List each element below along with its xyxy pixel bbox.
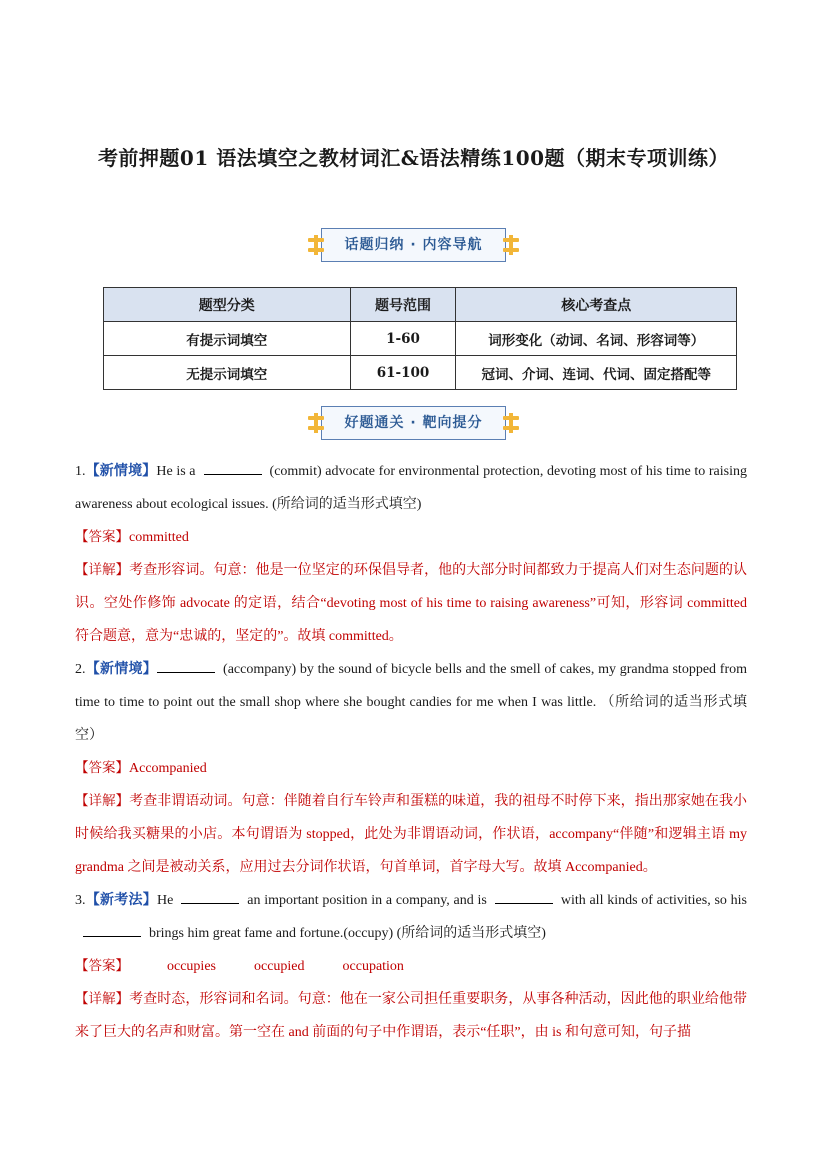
banner-decoration-icon [503,413,519,433]
table-row [104,356,737,390]
question-text: brings him great fame and fortune.(occupy) (所给词的适当形式填空) [149,926,546,941]
answer-value: committed [129,530,189,545]
answer-value: Accompanied [129,761,207,776]
question-tag: 【新情境】 [85,661,158,677]
section-banner-practice [0,406,827,440]
question-text: (accompany) by the sound of bicycle bells and the smell of cakes, my grandma stopped from time to time to point out the small shop where she bought candies for me when I was little. （所给词的适当形式填空） [75,662,748,743]
table-cell: 1-60 [350,322,456,356]
detail-paragraph [75,785,747,884]
answer-blank [181,889,239,904]
table-cell: 冠词、介词、连词、代词、固定搭配等 [456,356,737,390]
section-banner-navigation [0,228,827,262]
question-number: 1. [75,464,86,479]
topic-summary-table [103,287,737,390]
detail-paragraph [75,983,747,1049]
question-number: 2. [75,662,86,677]
table-cell: 61-100 [350,356,456,390]
table-cell: 无提示词填空 [104,356,351,390]
page-title: 考前押题01 语法填空之教材词汇&语法精练100题（期末专项训练） [97,146,730,170]
banner-decoration-icon [503,235,519,255]
detail-text: 考查时态，形容词和名词。句意：他在一家公司担任重要职务，从事各种活动，因此他的职业给他带来了巨大的名声和财富。第一空在 and 前面的句子中作谓语，表示“任职”，由 is 和句意可知，句子描 [75,992,747,1040]
answer-line [75,752,747,785]
table-row [104,322,737,356]
answer-line [75,950,747,983]
detail-label: 【详解】 [75,562,130,578]
question-text: (commit) advocate for environmental protection, devoting most of his time to raising awareness about ecological issues. (所给词的适当形式填空) [75,464,747,512]
question-2 [75,653,747,752]
table-header: 核心考查点 [456,288,737,322]
answer-line [75,521,747,554]
banner-label: 话题归纳 · 内容导航 [344,237,483,253]
banner-decoration-icon [308,235,324,255]
banner-label: 好题通关 · 靶向提分 [344,415,483,431]
question-tag: 【新情境】 [85,463,157,479]
question-text: an important position in a company, and is [247,893,487,908]
question-3 [75,884,747,950]
question-number: 3. [75,893,86,908]
answer-value: occupied [253,959,305,974]
answer-blank [83,922,141,937]
answer-value: occupies [167,959,216,974]
detail-label: 【详解】 [75,793,130,809]
table-cell: 词形变化（动词、名词、形容词等） [456,322,737,356]
answer-label: 【答案】 [75,760,129,776]
answer-label: 【答案】 [75,529,129,545]
question-text: He is a [156,464,196,479]
banner-decoration-icon [308,413,324,433]
questions-section [75,455,747,1049]
answer-blank [204,460,262,475]
table-header-row [104,288,737,322]
detail-text: 考查非谓语动词。句意：伴随着自行车铃声和蛋糕的味道，我的祖母不时停下来，指出那家她在我小时候给我买糖果的小店。本句谓语为 stopped，此处为非谓语动词，作状语，accompany“伴随”和逻辑主语 my grandma 之间是被动关系，应用过去分词作状语，句首单词，首字母大写。故填 Accompanied。 [75,794,747,875]
question-tag: 【新考法】 [85,892,157,908]
detail-paragraph [75,554,747,653]
answer-blank [157,658,215,673]
answer-blank [495,889,553,904]
detail-text: 考查形容词。句意：他是一位坚定的环保倡导者，他的大部分时间都致力于提高人们对生态问题的认识。空处作修饰 advocate 的定语，结合“devoting most of his time to raising awareness”可知，形容词 committed 符合题意，意为“忠诚的，坚定的”。故填 committed。 [75,563,747,644]
question-1 [75,455,747,521]
question-text: He [156,893,174,908]
answer-label: 【答案】 [75,958,129,974]
question-text: with all kinds of activities, so his [560,893,747,908]
table-header: 题号范围 [350,288,456,322]
table-header: 题型分类 [104,288,351,322]
table-cell: 有提示词填空 [104,322,351,356]
detail-label: 【详解】 [75,991,130,1007]
answer-value: occupation [342,959,404,974]
